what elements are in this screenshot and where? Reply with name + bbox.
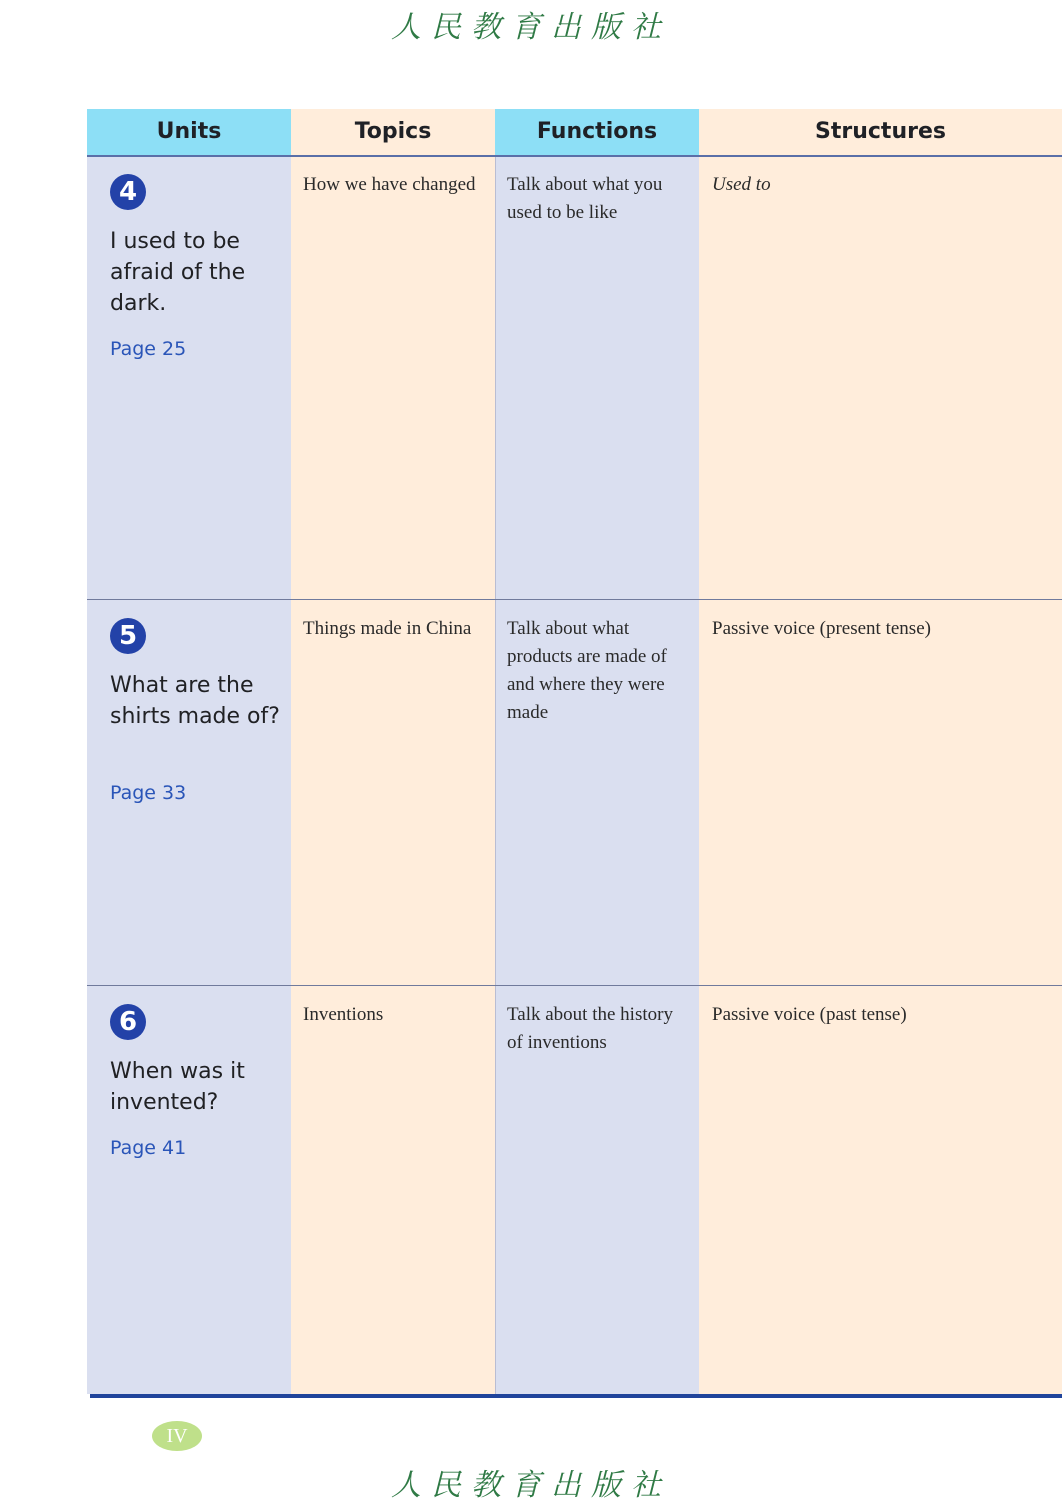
structures-column <box>699 109 1062 1394</box>
unit-title: What are the shirts made of? <box>110 673 280 729</box>
unit-page-link[interactable]: Page 25 <box>110 338 187 360</box>
structure-cell: Passive voice (past tense) <box>712 1004 907 1025</box>
function-cell: Talk about the history of inventions <box>507 1004 673 1053</box>
row-divider <box>87 985 1062 986</box>
publisher-logo-bottom <box>0 1460 1062 1504</box>
structure-cell: Used to <box>712 174 771 195</box>
topic-cell: Inventions <box>303 1004 384 1025</box>
table-bottom-rule <box>90 1394 1062 1398</box>
column-divider <box>495 109 496 1394</box>
header-topics: Topics <box>291 109 495 155</box>
header-rule <box>87 155 1062 157</box>
unit-number-badge: 6 <box>110 1004 146 1040</box>
functions-column <box>495 109 699 1394</box>
function-cell: Talk about what products are made of and where they were made <box>507 618 667 723</box>
header-functions: Functions <box>495 109 699 155</box>
topics-column <box>291 109 495 1394</box>
function-cell: Talk about what you used to be like <box>507 174 663 223</box>
header-structures: Structures <box>699 109 1062 155</box>
publisher-logo-top <box>0 2 1062 46</box>
topic-cell: Things made in China <box>303 618 472 639</box>
structure-cell: Passive voice (present tense) <box>712 618 931 639</box>
unit-number-badge: 4 <box>110 174 146 210</box>
contents-table <box>87 109 1062 1394</box>
header-units: Units <box>87 109 291 155</box>
page-number-badge: IV <box>152 1421 202 1451</box>
publisher-name: 人民教育出版社 <box>391 1468 671 1503</box>
unit-number-badge: 5 <box>110 618 146 654</box>
unit-title: When was it invented? <box>110 1059 245 1115</box>
row-divider <box>87 599 1062 600</box>
topic-cell: How we have changed <box>303 174 476 195</box>
unit-title: I used to be afraid of the dark. <box>110 229 246 316</box>
unit-page-link[interactable]: Page 33 <box>110 782 187 804</box>
unit-page-link[interactable]: Page 41 <box>110 1137 187 1159</box>
publisher-name: 人民教育出版社 <box>391 10 671 45</box>
